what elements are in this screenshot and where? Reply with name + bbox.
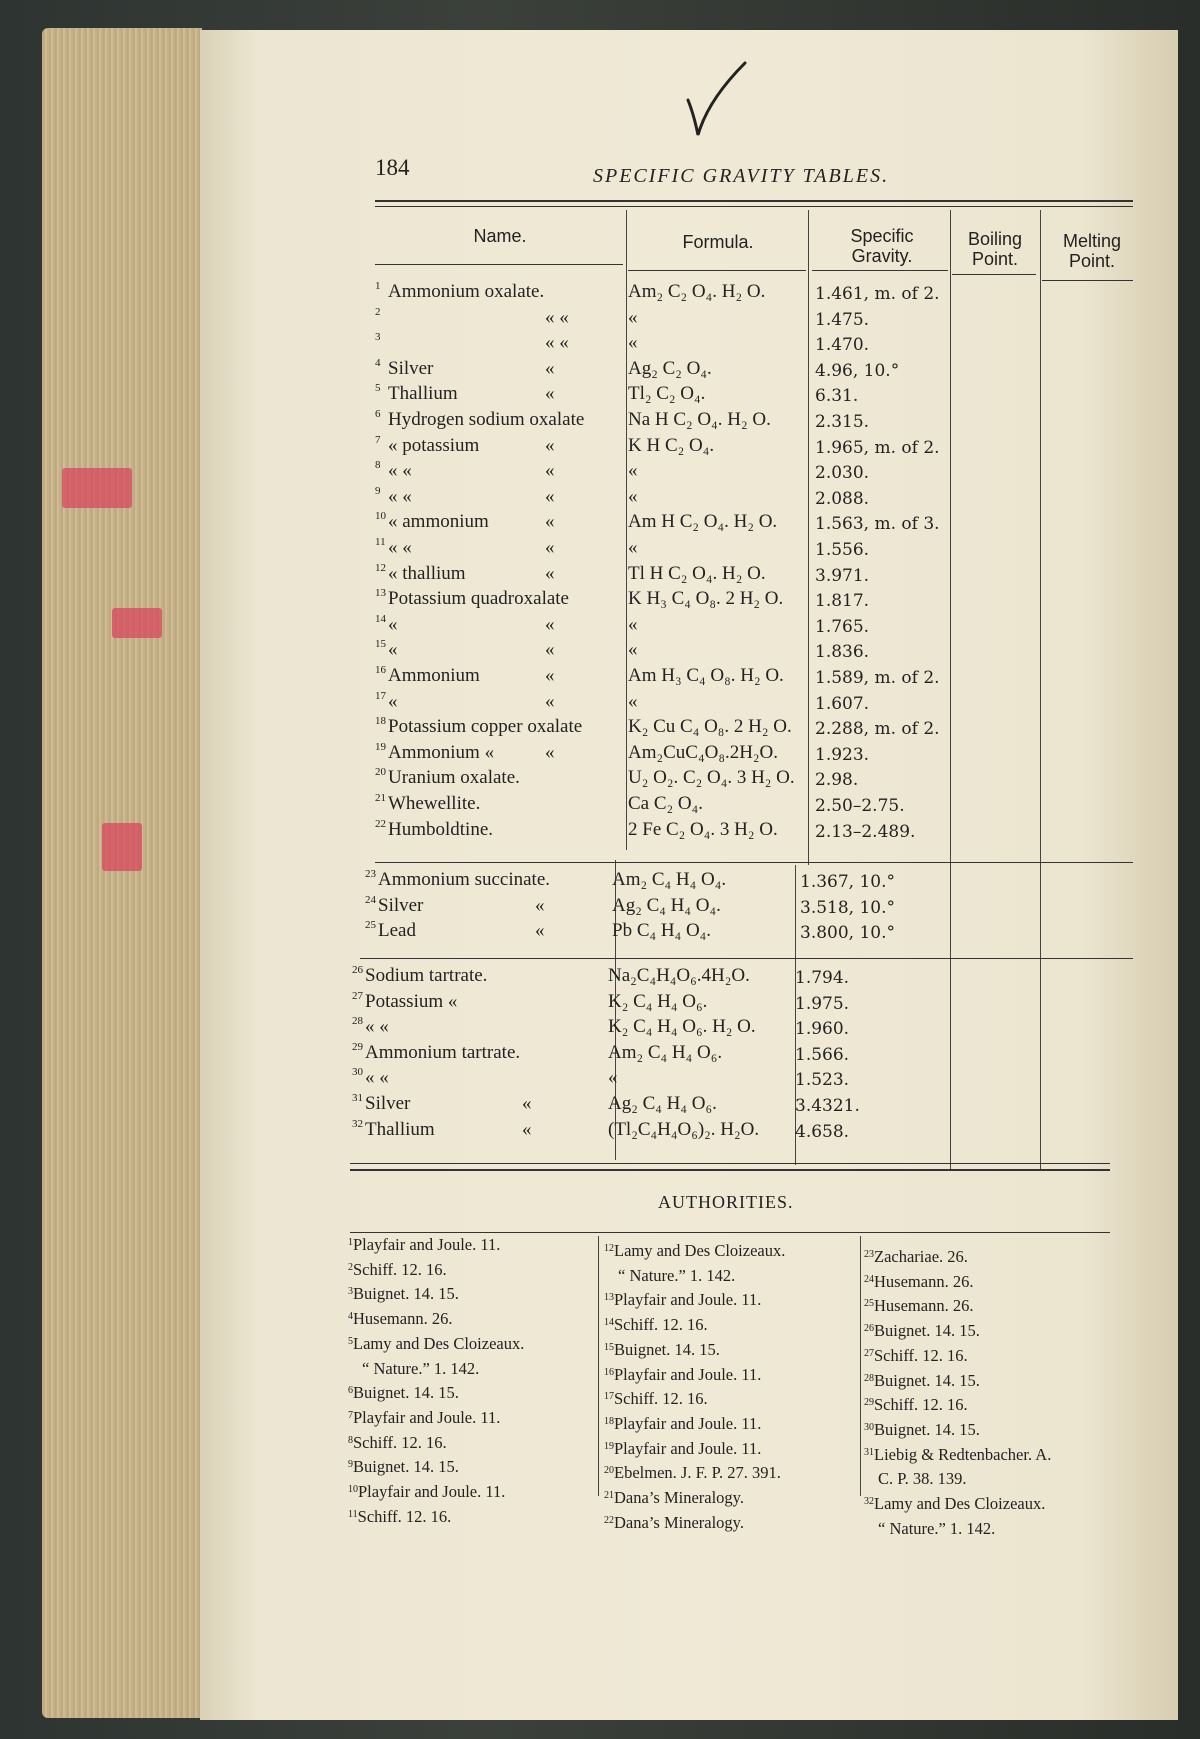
ditto-mark: « [545,665,555,686]
ditto-mark: « [545,460,555,482]
ref-number: 11 [375,536,386,548]
red-stain [112,608,162,638]
authority-entry [864,1491,1051,1516]
formula: U₂ O₂. C₂ O₄. 3 H₂ O. [628,767,795,789]
substance-name: Humboldtine. [388,818,494,840]
authority-text: Playfair and Joule. 11. [353,1235,501,1254]
authority-entry [348,1281,524,1306]
authority-text: “ Nature.” 1. 142. [878,1518,996,1538]
authority-text: Playfair and Joule. 11. [358,1482,506,1502]
formula: Tl H C₂ O₄. H₂ O. [628,562,766,584]
authorities-title: AUTHORITIES. [658,1192,794,1212]
authority-entry [604,1263,785,1288]
specific-gravity: 3.4321. [795,1096,860,1116]
authority-ref-number: 10 [348,1484,358,1496]
ref-number: 3 [375,331,381,344]
specific-gravity: 1.367, 10.° [800,872,896,892]
substance-name: Sodium tartrate. [365,965,488,986]
col-divider [950,210,951,1170]
authority-entry [604,1287,785,1312]
col-divider [626,210,627,850]
authority-entry [348,1331,524,1356]
bottom-rule [350,1163,1110,1164]
authority-text: “ Nature.” 1. 142. [362,1358,480,1378]
col-divider [808,210,809,865]
substance-name: Thallium [365,1118,435,1140]
authority-ref-number: 7 [348,1409,353,1421]
formula: 2 Fe C₂ O₄. 3 H₂ O. [628,818,778,840]
formula: Ca C₂ O₄. [628,793,703,814]
authority-text: Schiff. 12. 16. [357,1506,452,1526]
authority-ref-number: 17 [604,1391,614,1403]
authority-entry [604,1312,785,1337]
hdr-underline [375,264,623,265]
formula: K₂ C₄ H₄ O₆. H₂ O. [608,1016,756,1038]
authority-entry [864,1293,1051,1318]
ref-number: 24 [365,893,376,906]
authority-text: Ebelmen. J. F. P. 27. 391. [614,1463,781,1483]
substance-name: Potassium « [365,990,458,1012]
substance-name: « ammonium [388,511,489,533]
formula: « [628,332,638,354]
authority-text: Dana’s Mineralogy. [614,1512,744,1532]
formula: « [628,537,638,558]
ditto-mark: « [545,613,555,635]
authority-ref-number: 5 [348,1335,353,1347]
authority-entry [864,1392,1051,1417]
authority-text: Liebig & Redtenbacher. A. [874,1444,1052,1464]
substance-name: Silver [388,357,434,379]
specific-gravity: 1.475. [815,309,870,330]
formula: Pb C₄ H₄ O₄. [612,920,712,942]
substance-name: Ammonium oxalate. [388,281,545,302]
ref-number: 21 [375,792,386,804]
authority-ref-number: 14 [604,1317,614,1329]
authority-entry [604,1238,785,1263]
ref-number: 16 [375,664,386,676]
authority-ref-number: 18 [604,1415,614,1427]
formula: « [628,613,638,635]
specific-gravity: 2.315. [815,412,870,432]
authority-ref-number: 8 [348,1434,353,1446]
hdr-underline [952,274,1036,275]
formula: K H₃ C₄ O₈. 2 H₂ O. [628,588,784,610]
authority-ref-number: 23 [864,1249,874,1260]
authority-text: Lamy and Des Cloizeaux. [874,1494,1046,1514]
ref-number: 8 [375,459,381,472]
formula: K₂ C₄ H₄ O₆. [608,990,708,1012]
authority-ref-number: 2 [348,1261,353,1273]
col-header-sg-line2: Gravity. [851,246,913,266]
ref-number: 25 [365,919,376,932]
red-stain [102,823,142,871]
authority-entry [604,1485,785,1510]
formula: « [628,690,638,712]
substance-name: Ammonium [388,665,480,686]
authority-text: Buignet. 14. 15. [874,1370,980,1390]
authorities-column-3 [864,1244,1051,1540]
authority-text: Husemann. 26. [874,1271,974,1291]
ditto-mark: « [545,511,555,533]
authority-entry [348,1405,524,1430]
substance-name: « thallium [388,562,466,584]
authority-text: Lamy and Des Cloizeaux. [614,1241,786,1260]
formula: « [628,306,638,328]
col-header-bp-line2: Point. [971,249,1019,269]
authority-text: Lamy and Des Cloizeaux. [353,1333,525,1353]
specific-gravity: 2.13–2.489. [815,821,916,842]
specific-gravity: 2.088. [815,488,870,509]
ref-number: 2 [375,305,381,318]
substance-name: Ammonium succinate. [378,869,551,890]
authority-ref-number: 9 [348,1459,353,1471]
ref-number: 32 [352,1117,363,1130]
authority-entry [864,1442,1051,1467]
specific-gravity: 1.960. [795,1019,850,1040]
authorities-divider [860,1236,861,1496]
authority-text: Dana’s Mineralogy. [614,1488,744,1508]
specific-gravity: 4.658. [795,1121,850,1142]
authority-entry [604,1386,785,1411]
col-header-name: Name. [473,226,527,246]
specific-gravity: 2.98. [815,770,859,791]
authority-entry [604,1411,785,1436]
authority-text: C. P. 38. 139. [878,1469,967,1489]
formula: K₂ Cu C₄ O₈. 2 H₂ O. [628,716,792,738]
authority-entry [604,1337,785,1362]
specific-gravity: 2.030. [815,463,870,484]
specific-gravity: 1.965, m. of 2. [815,437,940,458]
formula: (Tl₂C₄H₄O₆)₂. H₂O. [608,1118,760,1140]
authority-entry [604,1436,785,1461]
specific-gravity: 2.288, m. of 2. [815,719,940,740]
top-rule [375,200,1133,202]
authority-ref-number: 6 [348,1385,353,1397]
specific-gravity: 1.461, m. of 2. [815,284,940,304]
page-edges [42,28,202,1718]
authority-text: Playfair and Joule. 11. [614,1364,762,1384]
authority-ref-number: 19 [604,1440,614,1452]
authority-text: Buignet. 14. 15. [614,1339,720,1359]
formula: Am H C₂ O₄. H₂ O. [628,511,778,533]
ditto-mark: « [545,690,555,712]
authorities-column-2 [604,1238,785,1534]
authority-text: Playfair and Joule. 11. [353,1407,501,1427]
authority-text: Schiff. 12. 16. [353,1432,447,1452]
ref-number: 13 [375,587,386,600]
col-header-mp-line2: Point. [1068,251,1116,271]
ref-number: 27 [352,989,363,1002]
ref-number: 23 [365,868,376,880]
authority-ref-number: 28 [864,1372,874,1384]
formula: Am₂ C₄ H₄ O₆. [608,1041,723,1063]
ditto-mark: « [535,894,545,916]
ref-number: 20 [375,766,386,779]
formula: Am₂ C₄ H₄ O₄. [612,869,727,890]
specific-gravity: 1.566. [795,1044,850,1065]
authority-entry [864,1343,1051,1368]
ditto-mark: « [545,357,555,379]
authority-entry [604,1362,785,1387]
formula: Na₂C₄H₄O₆.4H₂O. [608,965,750,986]
authority-text: “ Nature.” 1. 142. [618,1265,736,1285]
authority-text: Husemann. 26. [353,1309,453,1329]
authority-ref-number: 4 [348,1311,353,1323]
group-separator [375,862,1133,863]
substance-name: Whewellite. [388,793,481,814]
formula: K H C₂ O₄. [628,434,715,456]
specific-gravity: 1.607. [815,693,870,714]
authority-ref-number: 16 [604,1366,614,1378]
group-separator [360,958,1133,959]
col-header-mp-line1: Melting [1062,231,1122,251]
ref-number: 18 [375,715,386,728]
substance-name: Hydrogen sodium oxalate [388,409,585,430]
authority-ref-number: 30 [864,1421,874,1433]
ref-number: 4 [375,356,381,369]
authority-entry [864,1318,1051,1343]
authority-ref-number: 24 [864,1273,874,1285]
specific-gravity: 3.518, 10.° [800,897,896,918]
authority-entry [864,1466,1051,1491]
substance-name: « [388,639,398,661]
authority-ref-number: 11 [348,1508,358,1520]
authority-ref-number: 21 [604,1490,614,1502]
authority-ref-number: 12 [604,1243,614,1254]
substance-name: « « [388,485,412,507]
ditto-mark: « « [545,332,569,354]
top-rule-thin [375,206,1133,207]
authority-ref-number: 26 [864,1323,874,1335]
col-divider [1040,210,1041,1170]
authority-ref-number: 22 [604,1514,614,1526]
ditto-mark: « [545,383,555,405]
col-header-formula: Formula. [682,232,754,252]
specific-gravity: 1.975. [795,993,850,1014]
authority-entry [348,1454,524,1479]
substance-name: Ammonium « [388,741,495,763]
authority-ref-number: 29 [864,1397,874,1409]
ref-number: 31 [352,1092,363,1104]
authority-entry [348,1232,524,1257]
ditto-mark: « [545,537,555,558]
ref-number: 9 [375,484,381,497]
formula: Ag₂ C₄ H₄ O₄. [612,894,721,916]
specific-gravity: 4.96, 10.° [815,360,900,381]
ref-number: 6 [375,408,381,420]
authority-ref-number: 20 [604,1465,614,1477]
authority-entry [348,1257,524,1282]
formula: Am H₃ C₄ O₈. H₂ O. [628,665,784,686]
authority-ref-number: 25 [864,1298,874,1310]
col-header-bp [950,229,1040,269]
specific-gravity: 1.523. [795,1070,850,1091]
formula: Tl₂ C₂ O₄. [628,383,706,405]
substance-name: « potassium [388,434,480,456]
ref-number: 30 [352,1066,363,1079]
authority-text: Buignet. 14. 15. [874,1321,980,1341]
authority-ref-number: 13 [604,1292,614,1304]
authority-entry [348,1504,524,1529]
col-header-mp [1042,231,1142,271]
authority-text: Buignet. 14. 15. [353,1457,459,1477]
formula: « [608,1067,618,1089]
hdr-underline [628,270,806,271]
authority-text: Schiff. 12. 16. [874,1395,968,1415]
red-stain [62,468,132,508]
formula: « [628,460,638,482]
authority-text: Playfair and Joule. 11. [614,1290,762,1310]
formula: Am₂ C₂ O₄. H₂ O. [628,281,766,302]
authority-ref-number: 31 [864,1446,874,1458]
substance-name: Silver [378,894,424,916]
formula: Ag₂ C₂ O₄. [628,357,712,379]
substance-name: Uranium oxalate. [388,767,520,789]
specific-gravity: 1.556. [815,540,870,560]
page-number: 184 [375,155,410,180]
ditto-mark: « [545,434,555,456]
authority-text: Schiff. 12. 16. [353,1259,447,1279]
substance-name: Silver [365,1093,411,1114]
ditto-mark: « [545,741,555,763]
authority-text: Zachariae. 26. [874,1247,968,1266]
ref-number: 17 [375,689,386,702]
authority-text: Husemann. 26. [874,1296,974,1316]
authority-text: Playfair and Joule. 11. [614,1438,762,1458]
specific-gravity: 3.800, 10.° [800,923,896,944]
substance-name: Potassium copper oxalate [388,716,583,738]
col-header-sg-line1: Specific [850,226,914,246]
ditto-mark: « [522,1093,532,1114]
authority-text: Schiff. 12. 16. [614,1389,708,1409]
ref-number: 1 [375,280,381,292]
substance-name: « [388,613,398,635]
authority-entry [864,1269,1051,1294]
specific-gravity: 1.794. [795,968,850,988]
authority-ref-number: 15 [604,1341,614,1353]
authority-ref-number: 1 [348,1237,353,1248]
authority-text: Buignet. 14. 15. [353,1284,459,1304]
substance-name: « [388,690,398,712]
authority-text: Schiff. 12. 16. [874,1345,968,1365]
ref-number: 7 [375,433,381,446]
authority-text: Schiff. 12. 16. [614,1315,708,1335]
authority-entry [864,1368,1051,1393]
ref-number: 29 [352,1040,363,1053]
authority-entry [348,1356,524,1381]
hdr-underline [1042,280,1133,281]
authority-entry [864,1417,1051,1442]
specific-gravity: 1.836. [815,642,870,663]
ditto-mark: « [522,1118,532,1140]
ditto-mark: « [545,639,555,661]
ditto-mark: « « [545,306,569,328]
substance-name: Lead [378,920,416,942]
formula: « [628,485,638,507]
authority-text: Buignet. 14. 15. [874,1419,980,1439]
ditto-mark: « [535,920,545,942]
authority-ref-number: 3 [348,1286,353,1298]
formula: Ag₂ C₄ H₄ O₆. [608,1093,717,1114]
bottom-rule-thick [350,1169,1110,1171]
specific-gravity: 6.31. [815,386,859,407]
authority-entry [348,1479,524,1504]
col-header-sg [812,226,952,266]
specific-gravity: 1.817. [815,591,870,612]
ref-number: 28 [352,1015,363,1028]
authority-entry [864,1244,1051,1269]
col-header-bp-line1: Boiling [967,229,1023,249]
ref-number: 12 [375,561,386,574]
formula: « [628,639,638,661]
ditto-mark: « [545,485,555,507]
ditto-mark: « [545,562,555,584]
ref-number: 15 [375,638,386,651]
authority-entry [348,1306,524,1331]
authority-entry [348,1380,524,1405]
formula: Na H C₂ O₄. H₂ O. [628,409,771,430]
authority-ref-number: 32 [864,1496,874,1508]
formula: Am₂CuC₄O₈.2H₂O. [628,741,779,763]
authority-text: Buignet. 14. 15. [353,1383,459,1403]
authority-text: Playfair and Joule. 11. [614,1413,762,1433]
substance-name: Potassium quadroxalate [388,588,569,610]
page-title: SPECIFIC GRAVITY TABLES. [593,165,890,187]
substance-name: « « [388,537,412,558]
ref-number: 26 [352,964,363,976]
authorities-divider [598,1236,599,1496]
substance-name: Ammonium tartrate. [365,1041,521,1063]
substance-name: Thallium [388,383,458,405]
substance-name: « « [365,1067,389,1089]
specific-gravity: 1.470. [815,335,870,356]
authority-entry [604,1460,785,1485]
substance-name: « « [365,1016,389,1038]
hdr-underline [812,270,948,271]
specific-gravity: 1.589, m. of 2. [815,668,940,688]
ref-number: 22 [375,817,386,830]
ref-number: 19 [375,740,386,753]
specific-gravity: 2.50–2.75. [815,796,905,816]
specific-gravity: 1.765. [815,616,870,637]
ref-number: 14 [375,612,386,625]
substance-name: « « [388,460,412,482]
specific-gravity: 3.971. [815,565,870,586]
ref-number: 5 [375,382,381,395]
ref-number: 10 [375,510,386,523]
authority-entry [864,1516,1051,1541]
check-mark-icon [680,60,750,140]
specific-gravity: 1.563, m. of 3. [815,514,940,535]
authority-ref-number: 27 [864,1347,874,1359]
authority-entry [348,1430,524,1455]
specific-gravity: 1.923. [815,744,870,765]
authorities-column-1 [348,1232,524,1528]
authority-entry [604,1510,785,1535]
